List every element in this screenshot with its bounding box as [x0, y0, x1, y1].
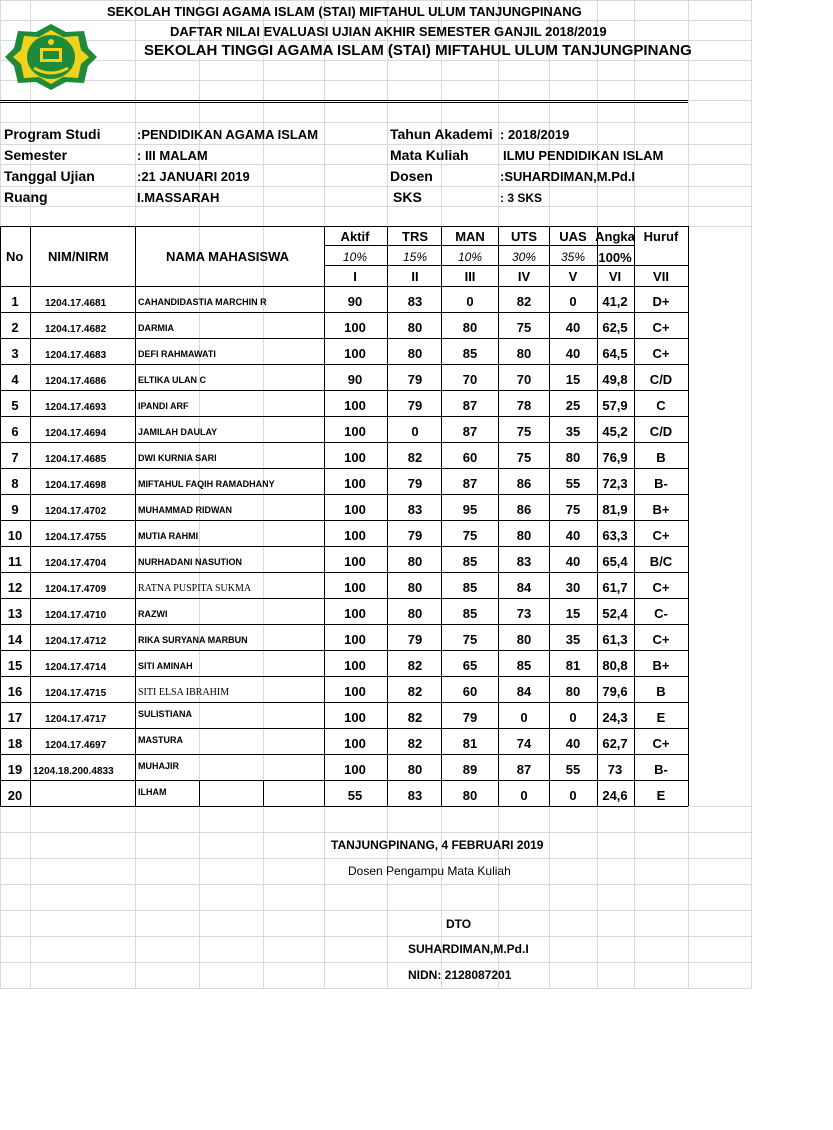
row-nim: 1204.17.4686 [45, 376, 107, 387]
row-no: 1 [11, 294, 19, 309]
tahun-value: : 2018/2019 [500, 127, 570, 142]
matkul-value: ILMU PENDIDIKAN ISLAM [503, 148, 664, 163]
row-name: MUHAMMAD RIDWAN [138, 505, 232, 515]
row-nim: 1204.17.4712 [45, 636, 107, 647]
row-uts: 70 [516, 372, 532, 387]
row-no: 12 [7, 580, 23, 595]
row-trs: 82 [407, 736, 423, 751]
row-no: 17 [7, 710, 23, 725]
row-uas: 0 [569, 788, 577, 803]
dosen-label: Dosen [390, 168, 433, 184]
row-huruf: C+ [652, 736, 670, 751]
row-uas: 80 [565, 450, 581, 465]
row-uas: 40 [565, 736, 581, 751]
row-man: 87 [462, 476, 478, 491]
row-nim: 1204.17.4702 [45, 506, 107, 517]
row-huruf: C/D [649, 424, 673, 439]
row-huruf: B/C [649, 554, 673, 569]
row-name: RAZWI [138, 609, 168, 619]
row-trs: 83 [407, 788, 423, 803]
row-huruf: C- [654, 606, 668, 621]
row-uas: 35 [565, 424, 581, 439]
row-uas: 40 [565, 320, 581, 335]
row-nim: 1204.17.4704 [45, 558, 107, 569]
footer-signature: DTO [446, 917, 472, 931]
row-huruf: B- [654, 762, 668, 777]
col-nama-header: NAMA MAHASISWA [166, 249, 290, 264]
row-nim: 1204.17.4709 [45, 584, 107, 595]
row-huruf: B+ [652, 658, 670, 673]
col-roman-6: VII [653, 269, 669, 284]
row-aktif: 100 [344, 658, 366, 673]
semester-label: Semester [4, 147, 68, 163]
col-weight-2: 10% [457, 250, 483, 264]
footer-nidn: NIDN: 2128087201 [408, 968, 512, 982]
col-roman-1: II [411, 269, 419, 284]
row-angka: 61,7 [602, 580, 628, 595]
row-nim: 1204.17.4683 [45, 350, 107, 361]
col-header-6: Huruf [643, 229, 679, 244]
col-weight-4: 35% [560, 250, 586, 264]
row-trs: 80 [407, 320, 423, 335]
row-huruf: C [656, 398, 666, 413]
col-header-2: MAN [455, 229, 485, 244]
row-trs: 80 [407, 554, 423, 569]
matkul-label: Mata Kuliah [390, 147, 469, 163]
row-man: 75 [462, 632, 478, 647]
col-roman-5: VI [608, 269, 622, 284]
row-uts: 75 [516, 450, 532, 465]
row-man: 80 [462, 788, 478, 803]
row-trs: 82 [407, 658, 423, 673]
footer-place-date: TANJUNGPINANG, 4 FEBRUARI 2019 [331, 838, 544, 852]
row-uas: 0 [569, 710, 577, 725]
row-angka: 57,9 [602, 398, 628, 413]
row-uas: 40 [565, 554, 581, 569]
col-weight-0: 10% [342, 250, 368, 264]
row-name: ELTIKA ULAN C [138, 375, 206, 385]
row-man: 85 [462, 554, 478, 569]
row-angka: 24,6 [602, 788, 628, 803]
row-trs: 83 [407, 294, 423, 309]
row-angka: 45,2 [602, 424, 628, 439]
row-no: 2 [11, 320, 19, 335]
col-header-0: Aktif [340, 229, 370, 244]
row-no: 5 [11, 398, 19, 413]
row-huruf: C/D [649, 372, 673, 387]
row-no: 13 [7, 606, 23, 621]
row-aktif: 100 [344, 762, 366, 777]
row-name: MIFTAHUL FAQIH RAMADHANY [138, 479, 275, 489]
ruang-label: Ruang [4, 189, 48, 205]
row-nim: 1204.17.4715 [45, 688, 107, 699]
row-man: 85 [462, 580, 478, 595]
row-no: 3 [11, 346, 19, 361]
row-angka: 61,3 [602, 632, 628, 647]
row-aktif: 100 [344, 554, 366, 569]
row-trs: 83 [407, 502, 423, 517]
header-line-1: SEKOLAH TINGGI AGAMA ISLAM (STAI) MIFTAHUL ULUM TANJUNGPINANG [107, 4, 582, 19]
row-angka: 73 [607, 762, 623, 777]
row-aktif: 100 [344, 736, 366, 751]
row-trs: 80 [407, 606, 423, 621]
row-angka: 24,3 [602, 710, 628, 725]
row-name: SITI ELSA IBRAHIM [138, 687, 230, 698]
row-uas: 55 [565, 762, 581, 777]
row-man: 87 [462, 424, 478, 439]
row-huruf: C+ [652, 632, 670, 647]
row-trs: 79 [407, 372, 423, 387]
row-nim: 1204.17.4710 [45, 610, 107, 621]
row-trs: 80 [407, 580, 423, 595]
row-uts: 86 [516, 502, 532, 517]
row-aktif: 100 [344, 606, 366, 621]
row-name: RIKA SURYANA MARBUN [138, 635, 248, 645]
row-angka: 63,3 [602, 528, 628, 543]
row-uas: 35 [565, 632, 581, 647]
row-uts: 80 [516, 632, 532, 647]
row-man: 0 [466, 294, 474, 309]
row-aktif: 100 [344, 450, 366, 465]
row-trs: 80 [407, 346, 423, 361]
row-name: RATNA PUSPITA SUKMA [138, 583, 252, 594]
header-line-2: DAFTAR NILAI EVALUASI UJIAN AKHIR SEMESTER GANJIL 2018/2019 [170, 24, 607, 39]
row-huruf: C+ [652, 580, 670, 595]
row-uas: 55 [565, 476, 581, 491]
col-roman-3: IV [517, 269, 531, 284]
row-no: 7 [11, 450, 19, 465]
row-aktif: 100 [344, 320, 366, 335]
row-man: 79 [462, 710, 478, 725]
row-nim: 1204.17.4697 [45, 740, 107, 751]
semester-value: : III MALAM [137, 148, 208, 163]
row-uas: 81 [565, 658, 581, 673]
row-uas: 30 [565, 580, 581, 595]
row-uts: 82 [516, 294, 532, 309]
col-header-1: TRS [402, 229, 428, 244]
ruang-value: I.MASSARAH [137, 190, 220, 205]
row-huruf: E [656, 788, 666, 803]
row-angka: 41,2 [602, 294, 628, 309]
row-huruf: C+ [652, 346, 670, 361]
row-uts: 0 [520, 788, 528, 803]
row-uas: 25 [565, 398, 581, 413]
row-name: MUHAJIR [138, 761, 180, 771]
row-aktif: 100 [344, 476, 366, 491]
row-trs: 0 [411, 424, 419, 439]
row-angka: 72,3 [602, 476, 628, 491]
row-uts: 80 [516, 528, 532, 543]
row-man: 85 [462, 346, 478, 361]
row-nim: 1204.17.4685 [45, 454, 107, 465]
program-value: :PENDIDIKAN AGAMA ISLAM [137, 127, 319, 142]
row-uas: 0 [569, 294, 577, 309]
header-line-3: SEKOLAH TINGGI AGAMA ISLAM (STAI) MIFTAHUL ULUM TANJUNGPINANG [144, 42, 692, 59]
row-man: 80 [462, 320, 478, 335]
row-aktif: 100 [344, 398, 366, 413]
row-angka: 62,7 [602, 736, 628, 751]
row-uts: 0 [520, 710, 528, 725]
row-man: 81 [462, 736, 478, 751]
row-name: SITI AMINAH [138, 661, 193, 671]
row-uas: 40 [565, 346, 581, 361]
row-trs: 82 [407, 710, 423, 725]
row-name: SULISTIANA [138, 709, 192, 719]
col-header-5: Angka [595, 229, 635, 244]
row-angka: 80,8 [602, 658, 628, 673]
row-man: 75 [462, 528, 478, 543]
row-aktif: 100 [344, 424, 366, 439]
row-angka: 49,8 [602, 372, 628, 387]
dosen-value: :SUHARDIMAN,M.Pd.I [500, 169, 636, 184]
row-uts: 75 [516, 424, 532, 439]
row-uas: 15 [565, 606, 581, 621]
row-no: 11 [8, 554, 22, 569]
row-name: DARMIA [138, 323, 174, 333]
row-aktif: 100 [344, 502, 366, 517]
row-uas: 15 [565, 372, 581, 387]
row-man: 85 [462, 606, 478, 621]
row-uts: 73 [516, 606, 532, 621]
row-uas: 40 [565, 528, 581, 543]
row-no: 18 [7, 736, 23, 751]
row-angka: 65,4 [602, 554, 628, 569]
row-no: 6 [11, 424, 19, 439]
row-no: 16 [7, 684, 23, 699]
row-name: NURHADANI NASUTION [138, 557, 242, 567]
row-no: 8 [11, 476, 19, 491]
sks-label: SKS [393, 189, 422, 205]
row-aktif: 100 [344, 710, 366, 725]
row-name: DEFI RAHMAWATI [138, 349, 216, 359]
row-uts: 83 [516, 554, 532, 569]
row-uts: 87 [516, 762, 532, 777]
institution-logo-icon [4, 22, 98, 92]
col-roman-4: V [568, 269, 578, 284]
row-trs: 79 [407, 528, 423, 543]
row-uts: 80 [516, 346, 532, 361]
row-uas: 80 [565, 684, 581, 699]
row-trs: 82 [407, 450, 423, 465]
row-nim: 1204.17.4694 [45, 428, 107, 439]
row-uts: 85 [516, 658, 532, 673]
row-name: MUTIA RAHMI [138, 531, 199, 541]
row-uts: 75 [516, 320, 532, 335]
col-weight-5: 100% [598, 250, 632, 265]
row-aktif: 90 [347, 294, 363, 309]
row-huruf: C+ [652, 320, 670, 335]
row-trs: 79 [407, 398, 423, 413]
row-name: DWI KURNIA SARI [138, 453, 217, 463]
row-huruf: E [656, 710, 666, 725]
row-name: MASTURA [138, 735, 183, 745]
footer-role: Dosen Pengampu Mata Kuliah [348, 864, 511, 878]
row-angka: 52,4 [602, 606, 628, 621]
row-angka: 64,5 [602, 346, 628, 361]
col-roman-0: I [353, 269, 357, 284]
row-aktif: 90 [347, 372, 363, 387]
tanggal-value: :21 JANUARI 2019 [137, 169, 250, 184]
tahun-label: Tahun Akademi [390, 126, 493, 142]
row-no: 14 [7, 632, 23, 647]
col-header-4: UAS [559, 229, 587, 244]
row-huruf: D+ [652, 294, 670, 309]
row-nim: 1204.18.200.4833 [33, 766, 114, 777]
row-nim: 1204.17.4682 [45, 324, 107, 335]
row-nim: 1204.17.4714 [45, 662, 107, 673]
row-aktif: 100 [344, 632, 366, 647]
row-name: CAHANDIDASTIA MARCHIN R [138, 297, 267, 307]
row-name: JAMILAH DAULAY [138, 427, 218, 437]
row-uts: 78 [516, 398, 532, 413]
row-aktif: 100 [344, 580, 366, 595]
row-no: 15 [7, 658, 23, 673]
row-uts: 86 [516, 476, 532, 491]
row-huruf: B [656, 450, 666, 465]
program-label: Program Studi [4, 126, 101, 142]
row-uts: 84 [516, 684, 532, 699]
row-man: 70 [462, 372, 478, 387]
row-angka: 79,6 [602, 684, 628, 699]
row-trs: 79 [407, 476, 423, 491]
row-no: 19 [7, 762, 23, 777]
row-trs: 80 [407, 762, 423, 777]
row-no: 4 [11, 372, 19, 387]
row-name: IPANDI ARF [138, 401, 189, 411]
row-uts: 84 [516, 580, 532, 595]
tanggal-label: Tanggal Ujian [4, 168, 95, 184]
sks-value: : 3 SKS [500, 191, 543, 205]
row-aktif: 100 [344, 528, 366, 543]
row-nim: 1204.17.4698 [45, 480, 107, 491]
row-huruf: C+ [652, 528, 670, 543]
row-angka: 62,5 [602, 320, 628, 335]
col-no-header: No [6, 249, 24, 264]
row-name: ILHAM [138, 787, 167, 797]
footer-name: SUHARDIMAN,M.Pd.I [408, 942, 529, 956]
row-huruf: B+ [652, 502, 670, 517]
row-uas: 75 [565, 502, 581, 517]
row-nim: 1204.17.4681 [45, 298, 107, 309]
row-no: 10 [7, 528, 23, 543]
row-no: 20 [7, 788, 23, 803]
row-man: 60 [462, 450, 478, 465]
row-aktif: 100 [344, 684, 366, 699]
row-man: 89 [462, 762, 478, 777]
col-roman-2: III [464, 269, 476, 284]
row-angka: 76,9 [602, 450, 628, 465]
row-nim: 1204.17.4693 [45, 402, 107, 413]
row-man: 87 [462, 398, 478, 413]
col-nim-header: NIM/NIRM [48, 249, 109, 264]
row-man: 95 [462, 502, 478, 517]
row-uts: 74 [516, 736, 532, 751]
row-huruf: B- [654, 476, 668, 491]
row-nim: 1204.17.4717 [45, 714, 107, 725]
col-header-3: UTS [511, 229, 537, 244]
row-no: 9 [11, 502, 19, 517]
row-angka: 81,9 [602, 502, 628, 517]
row-aktif: 100 [344, 346, 366, 361]
col-weight-1: 15% [402, 250, 428, 264]
row-huruf: B [656, 684, 666, 699]
row-man: 65 [462, 658, 478, 673]
row-man: 60 [462, 684, 478, 699]
row-trs: 82 [407, 684, 423, 699]
col-weight-3: 30% [511, 250, 537, 264]
row-nim: 1204.17.4755 [45, 532, 107, 543]
row-aktif: 55 [347, 788, 363, 803]
row-trs: 79 [407, 632, 423, 647]
